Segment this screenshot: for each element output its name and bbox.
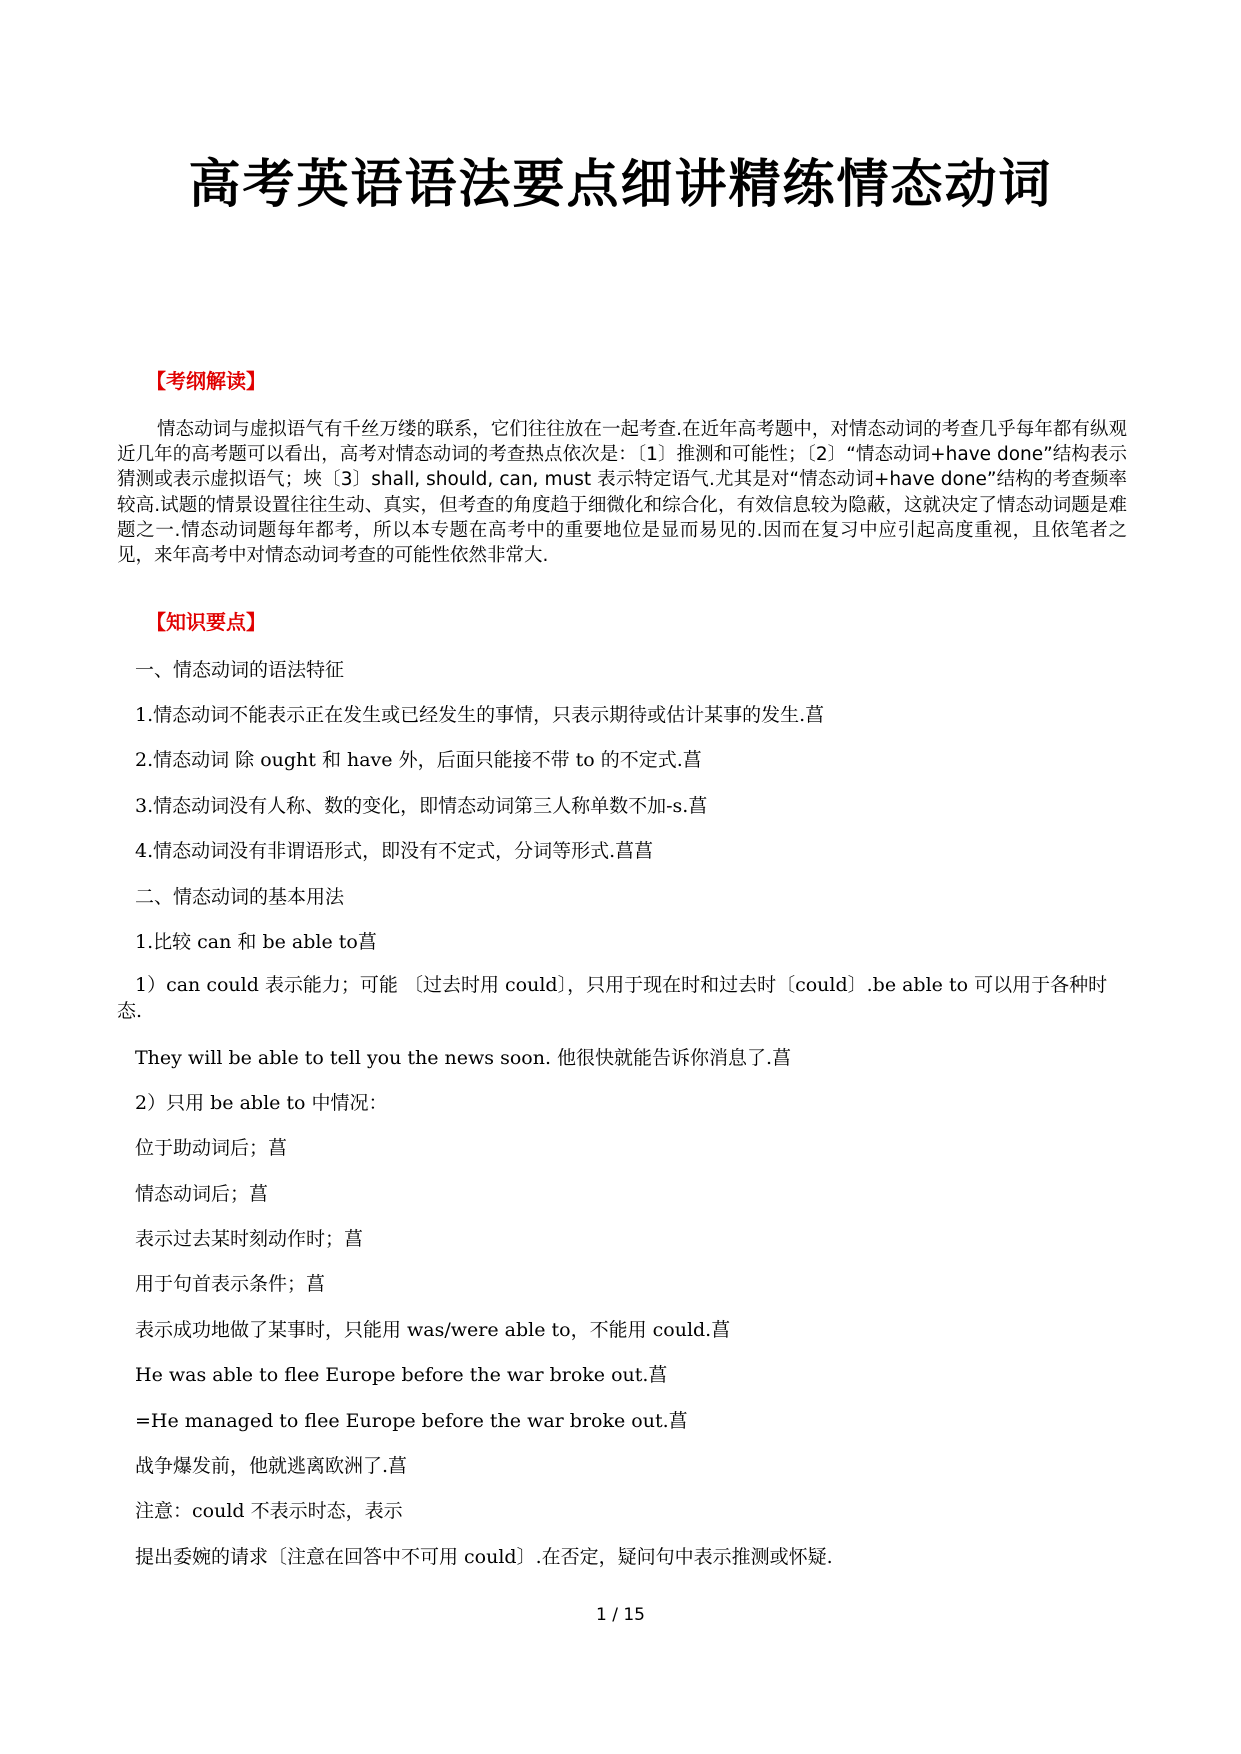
example-sentence: =He managed to flee Europe before the war broke out.菖 [135, 1410, 688, 1432]
case-item: 情态动词后；菖 [135, 1183, 269, 1205]
example-translation: 战争爆发前，他就逃离欧洲了.菖 [135, 1455, 408, 1477]
knowledge-points-heading: 【知识要点】 [146, 610, 266, 634]
feature-item-4: 4.情态动词没有非谓语形式，即没有不定式，分词等形式.菖菖 [135, 840, 654, 862]
feature-item-1: 1.情态动词不能表示正在发生或已经发生的事情，只表示期待或估计某事的发生.菖 [135, 704, 825, 726]
note-line: 注意：could 不表示时态，表示 [135, 1500, 403, 1522]
page-number: 1 / 15 [596, 1605, 645, 1625]
usage-item-1: 1.比较 can 和 be able to菖 [135, 931, 377, 953]
section-heading-grammar-features: 一、情态动词的语法特征 [135, 659, 345, 681]
outline-paragraph: 情态动词与虚拟语气有千丝万缕的联系，它们往往放在一起考查.在近年高考题中，对情态动词的考查几乎每年都有纵观近几年的高考题可以看出，高考对情态动词的考查热点依次是：〔1〕推测和可能性；〔2〕“情态动词+have done”结构表示猜测或表示虚拟语气；埉〔3〕shall, should, can, must 表示特定语气.尤其是对“情态动词+have done”结构的考查频率较高.试题的情景设置往往生动、真实，但考查的角度趋于细微化和综合化，有效信息较为隐蔽，这就决定了情态动词题是难题之一.情态动词题每年都考，所以本专题在高考中的重要地位是显而易见的.因而在复习中应引起高度重视，且依笔者之见，来年高考中对情态动词考查的可能性依然非常大. [117, 419, 1127, 567]
section-heading-basic-usage: 二、情态动词的基本用法 [135, 886, 345, 908]
page-title: 高考英语语法要点细讲精练情态动词 [188, 155, 1053, 215]
case-item: 用于句首表示条件；菖 [135, 1273, 326, 1295]
outline-heading: 【考纲解读】 [146, 369, 266, 393]
example-sentence: They will be able to tell you the news soon. 他很快就能告诉你消息了.菖 [135, 1047, 792, 1069]
example-sentence: He was able to flee Europe before the war broke out.菖 [135, 1364, 668, 1386]
usage-item-2: 2）只用 be able to 中情况： [135, 1092, 388, 1114]
feature-item-2: 2.情态动词 除 ought 和 have 外，后面只能接不带 to 的不定式.菖 [135, 749, 702, 771]
case-item: 位于助动词后；菖 [135, 1137, 288, 1159]
case-item: 表示成功地做了某事时，只能用 was/were able to，不能用 could.菖 [135, 1319, 731, 1341]
note-line: 提出委婉的请求〔注意在回答中不可用 could〕.在否定，疑问句中表示推测或怀疑. [135, 1546, 833, 1568]
case-item: 表示过去某时刻动作时；菖 [135, 1228, 364, 1250]
feature-item-3: 3.情态动词没有人称、数的变化，即情态动词第三人称单数不加-s.菖 [135, 795, 708, 817]
usage-note-can-could: 1）can could 表示能力；可能 〔过去时用 could〕，只用于现在时和过去时〔could〕.be able to 可以用于各种时态. [117, 974, 1108, 1022]
